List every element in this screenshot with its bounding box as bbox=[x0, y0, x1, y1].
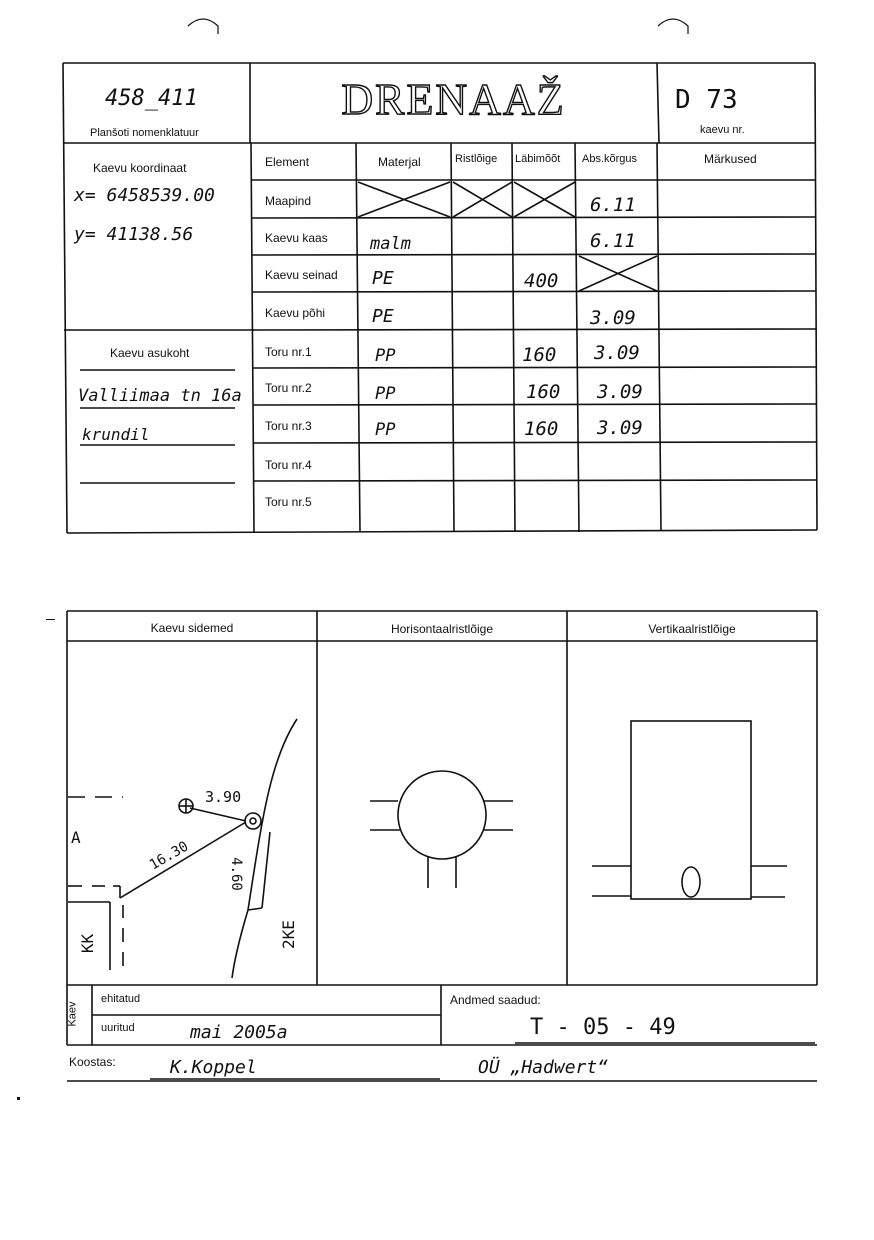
dimension-label: 4.60 bbox=[227, 857, 244, 891]
table-row: Maapind bbox=[265, 194, 312, 208]
nomenclature-label: Planšoti nomenklatuur bbox=[90, 127, 199, 139]
elevation-cell: 6.11 bbox=[590, 230, 636, 252]
panel-title-horizontal-section: Horisontaalristlõige bbox=[390, 622, 494, 636]
table-row: Toru nr.5 bbox=[265, 495, 312, 509]
nomenclature-value: 458_411 bbox=[105, 86, 198, 111]
header-notes: Märkused bbox=[704, 152, 757, 166]
dimension-label: 16.30 bbox=[146, 838, 192, 874]
panel-title-vertical-section: Vertikaalristlõige bbox=[648, 622, 736, 636]
material-cell: PE bbox=[372, 268, 394, 289]
header-material: Materjal bbox=[378, 155, 421, 169]
material-cell: PP bbox=[375, 346, 396, 366]
elevation-cell: 3.09 bbox=[590, 307, 636, 329]
surveyed-label: uuritud bbox=[101, 1022, 135, 1034]
plan-label-kk: KK bbox=[78, 933, 98, 954]
material-cell: PE bbox=[372, 306, 394, 327]
location-line2: krundil bbox=[82, 425, 150, 444]
table-row: Kaevu kaas bbox=[265, 231, 328, 245]
table-row: Toru nr.3 bbox=[265, 419, 312, 433]
dimension-label: 3.90 bbox=[205, 788, 242, 806]
footer-side-label: Kaev bbox=[66, 1001, 79, 1027]
built-label: ehitatud bbox=[101, 993, 141, 1005]
header-diameter: Läbimõõt bbox=[515, 153, 561, 165]
panel-title-connections: Kaevu sidemed bbox=[150, 621, 234, 635]
well-number-value: D 73 bbox=[675, 85, 738, 115]
company-name: OÜ „Hadwert“ bbox=[478, 1057, 609, 1078]
location-line1: Valliimaa tn 16a bbox=[78, 386, 242, 406]
elevation-cell: 6.11 bbox=[590, 194, 636, 216]
coordinate-x: x= 6458539.00 bbox=[74, 185, 215, 206]
diameter-cell: 160 bbox=[524, 418, 559, 440]
form-title: DRENAAŽ bbox=[341, 75, 566, 124]
header-cross-section: Ristlõige bbox=[455, 153, 498, 165]
surveyed-value: mai 2005a bbox=[190, 1022, 288, 1043]
plan-label-2ke: 2KE bbox=[278, 920, 298, 949]
elevation-cell: 3.09 bbox=[597, 417, 643, 439]
stray-mark bbox=[46, 619, 55, 620]
data-from-label: Andmed saadud: bbox=[450, 993, 541, 1007]
header-elevation: Abs.kõrgus bbox=[582, 153, 638, 165]
diameter-cell: 160 bbox=[526, 381, 561, 403]
header-element: Element bbox=[265, 155, 310, 169]
table-row: Kaevu seinad bbox=[265, 268, 338, 282]
diameter-cell: 160 bbox=[522, 344, 557, 366]
diameter-cell: 400 bbox=[524, 270, 559, 292]
compiled-by: K.Koppel bbox=[170, 1057, 257, 1078]
elevation-cell: 3.09 bbox=[597, 381, 643, 403]
material-cell: PP bbox=[375, 420, 396, 440]
material-cell: malm bbox=[370, 234, 411, 254]
table-row: Kaevu põhi bbox=[265, 306, 326, 320]
data-from-value: T - 05 - 49 bbox=[530, 1015, 676, 1040]
elevation-cell: 3.09 bbox=[594, 342, 640, 364]
stray-mark bbox=[17, 1097, 20, 1100]
plan-label-a: A bbox=[71, 828, 81, 847]
table-row: Toru nr.2 bbox=[265, 381, 312, 395]
table-row: Toru nr.4 bbox=[265, 458, 312, 472]
location-label: Kaevu asukoht bbox=[110, 346, 190, 360]
table-row: Toru nr.1 bbox=[265, 345, 312, 359]
compiled-label: Koostas: bbox=[69, 1055, 116, 1069]
well-number-label: kaevu nr. bbox=[700, 124, 745, 136]
material-cell: PP bbox=[375, 384, 396, 404]
coordinates-label: Kaevu koordinaat bbox=[93, 161, 187, 175]
coordinate-y: y= 41138.56 bbox=[74, 224, 194, 245]
